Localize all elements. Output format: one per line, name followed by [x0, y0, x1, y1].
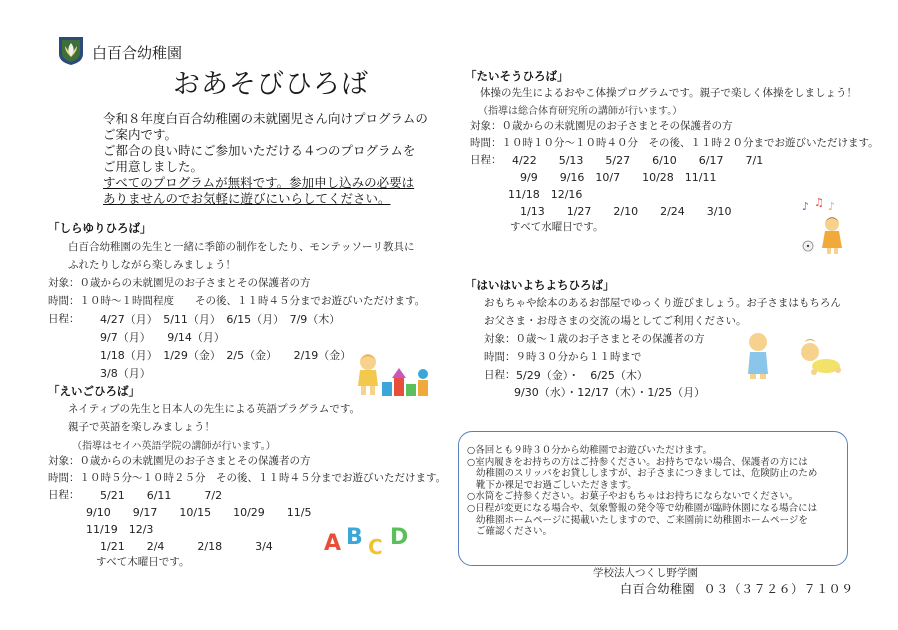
- taiso-date-row: 4/22 5/13 5/27 6/10 6/17 7/1: [512, 154, 764, 167]
- notice-item: 靴下か裸足でお過ごしいただきます。: [476, 479, 637, 491]
- eigo-desc: ネイティブの先生と日本人の先生による英語プラグラムです。: [68, 403, 361, 415]
- school-name: 白百合幼稚園: [92, 44, 183, 62]
- notice-item: ○水筒をご持参ください。お菓子やおもちゃはお持ちにならないでください。: [467, 491, 799, 503]
- notice-item: 幼稚園ホームページに掲載いたしますので、ご来園前に幼稚園ホームページを: [476, 514, 808, 526]
- notice-item: ○各回とも９時３０分から幼稚園でお遊びいただけます。: [467, 445, 713, 456]
- shirayuri-date-row: 9/7（月） 9/14（月）: [100, 331, 225, 344]
- haihai-title: 「はいはいよちよちひろば」: [465, 278, 615, 292]
- eigo-title: 「えいごひろば」: [48, 384, 140, 398]
- intro-line: ご案内です。: [103, 127, 178, 142]
- child-with-blocks-icon: [354, 352, 432, 398]
- eigo-date-row: 11/19 12/3: [86, 523, 154, 536]
- haihai-desc: お父さま・お母さまの交流の場としてご利用ください。: [484, 315, 747, 327]
- intro-line-underlined: すべてのプログラムが無料です。参加申し込みの必要は: [103, 175, 415, 190]
- notice-item: ○日程が変更になる場合や、気象警報の発令等で幼稚園が臨時休園になる場合には: [467, 502, 818, 514]
- lily-crest-icon: [58, 36, 84, 66]
- taiso-time: 時間：１０時１０分～１０時４０分 その後、１１時２０分までお遊びいただけます。: [470, 137, 879, 149]
- notice-item: 幼稚園のスリッパをお貸ししますが、お子さまにつきましては、危険防止のため: [476, 468, 818, 480]
- svg-text:♪: ♪: [802, 200, 810, 213]
- footer-school-name: 白百合幼稚園: [620, 582, 696, 596]
- taiso-date-row: 11/18 12/16: [508, 188, 583, 201]
- haihai-time: 時間：９時３０分から１１時まで: [484, 351, 642, 363]
- footer-phone: ０３（３７２６）７１０９: [703, 582, 854, 596]
- haihai-desc: おもちゃや絵本のあるお部屋でゆっくり遊びましょう。お子さまはもちろん: [484, 297, 841, 309]
- taiso-desc: 体操の先生によるおやこ体操プログラムです。親子で楽しく体操をしましょう！: [480, 87, 858, 99]
- svg-text:♪: ♪: [828, 200, 836, 213]
- intro-line: ご用意しました。: [103, 159, 204, 174]
- shirayuri-desc: ふれたりしながら楽しみましょう！: [68, 259, 236, 271]
- eigo-desc: 親子で英語を楽しみましょう！: [68, 421, 215, 433]
- svg-text:A: A: [324, 531, 342, 556]
- svg-text:C: C: [368, 535, 383, 556]
- intro-line: ご都合の良い時にご参加いただける４つのプログラムを: [103, 143, 416, 158]
- intro-line: 令和８年度白百合幼稚園の未就園児さん向けプログラムの: [103, 111, 428, 126]
- eigo-date-row: 1/21 2/4 2/18 3/4: [100, 540, 273, 553]
- shirayuri-dates-label: 日程：: [48, 313, 80, 325]
- shirayuri-time: 時間：１０時～１時間程度 その後、１１時４５分までお遊びいただけます。: [48, 295, 426, 307]
- taiso-target: 対象：０歳からの未就園児のお子さまとその保護者の方: [470, 120, 733, 132]
- footer-organization: 学校法人つくし野学園: [593, 567, 698, 579]
- shirayuri-date-row: 4/27（月） 5/11（月） 6/15（月） 7/9（木）: [100, 313, 341, 326]
- haihai-dates-label: 日程：: [484, 369, 516, 381]
- child-with-music-icon: [800, 196, 850, 256]
- haihai-date-row: 9/30（水）・12/17（木）・1/25（月）: [514, 386, 706, 399]
- eigo-date-row: 5/21 6/11 7/2: [100, 489, 223, 502]
- svg-text:B: B: [346, 525, 363, 550]
- abcd-letters-icon: [322, 522, 414, 556]
- notice-item: ○室内履きをお持ちの方はご持参ください。お持ちでない場合、保護者の方には: [467, 456, 808, 468]
- notice-item: ご確認ください。: [476, 526, 553, 538]
- notice-list: [467, 445, 817, 538]
- eigo-target: 対象：０歳からの未就園児のお子さまとその保護者の方: [48, 455, 311, 467]
- footer-contact: [620, 580, 854, 597]
- taiso-date-row: 1/13 1/27 2/10 2/24 3/10: [520, 205, 732, 218]
- svg-text:D: D: [390, 525, 409, 550]
- page-title: おあそびひろば: [173, 69, 369, 100]
- haihai-target: 対象：０歳～１歳のお子さまとその保護者の方: [484, 333, 705, 345]
- taiso-weekday: すべて水曜日です。: [510, 221, 604, 233]
- taiso-note: （指導は総合体育研究所の講師が行います。）: [478, 106, 683, 117]
- taiso-title: 「たいそうひろば」: [465, 69, 569, 83]
- eigo-date-row: 9/10 9/17 10/15 10/29 11/5: [86, 506, 312, 519]
- shirayuri-date-row: 1/18（月） 1/29（金） 2/5（金） 2/19（金）: [100, 349, 352, 362]
- taiso-dates-label: 日程：: [470, 154, 502, 166]
- crawling-babies-icon: [744, 330, 844, 380]
- shirayuri-title: 「しらゆりひろば」: [48, 221, 152, 235]
- eigo-time: 時間：１０時５分～１０時２５分 その後、１１時４５分までお遊びいただけます。: [48, 472, 447, 484]
- intro-text: [103, 111, 428, 207]
- shirayuri-desc: 白百合幼稚園の先生と一緒に季節の制作をしたり、モンテッソーリ教具に: [68, 241, 415, 253]
- shirayuri-date-row: 3/8（月）: [100, 367, 151, 380]
- svg-text:♫: ♫: [814, 196, 824, 209]
- shirayuri-target: 対象：０歳からの未就園児のお子さまとその保護者の方: [48, 277, 311, 289]
- eigo-note: （指導はセイハ英語学院の講師が行います。）: [72, 441, 276, 452]
- intro-line-underlined: ありませんのでお気軽に遊びにいらしてください。: [103, 191, 391, 206]
- eigo-weekday: すべて木曜日です。: [96, 556, 190, 568]
- taiso-date-row: 9/9 9/16 10/7 10/28 11/11: [520, 171, 717, 184]
- haihai-date-row: 5/29（金）・ 6/25（木）: [516, 369, 648, 382]
- eigo-dates-label: 日程：: [48, 489, 80, 501]
